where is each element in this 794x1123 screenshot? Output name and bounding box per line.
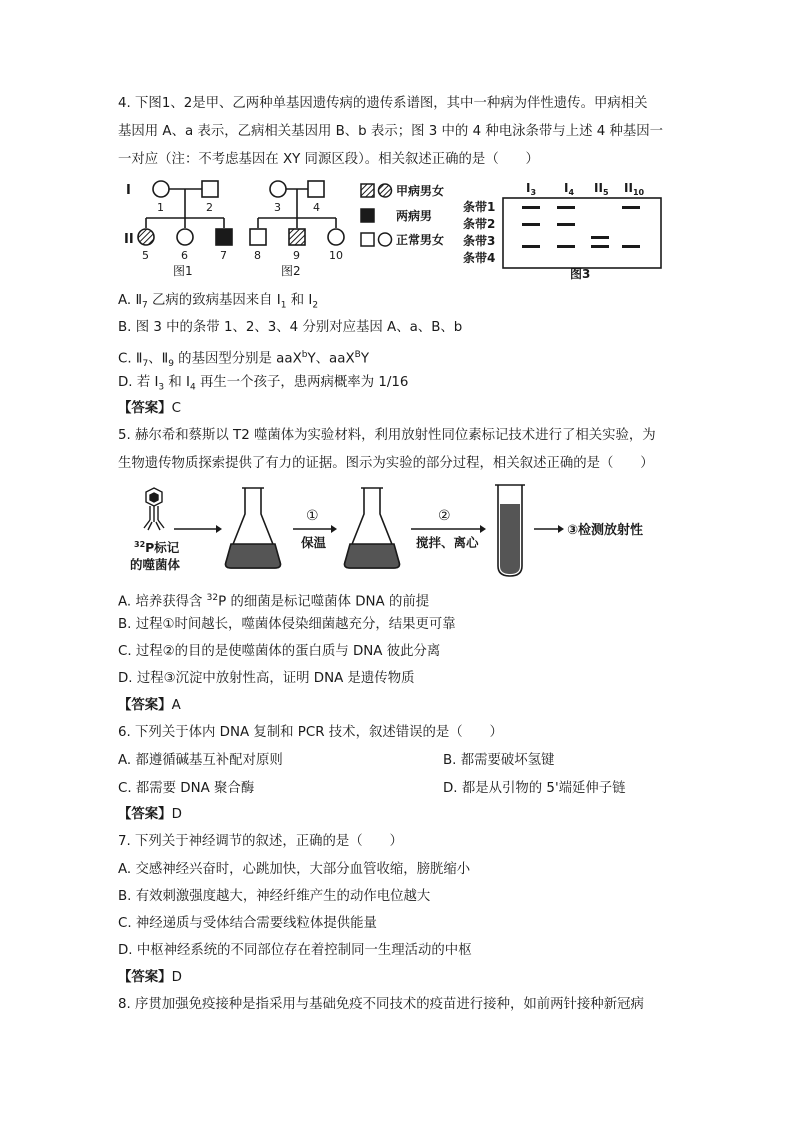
band-label-2: 条带2 xyxy=(463,217,496,231)
fig3-col-4: $II_{10}$ xyxy=(624,181,645,197)
fig2-caption: 图2 xyxy=(281,264,301,278)
band-I4-2 xyxy=(557,223,575,226)
num-6: 6 xyxy=(181,249,188,262)
q6-option-c: C. 都需要 DNA 聚合酶 xyxy=(118,781,255,796)
individual-I1 xyxy=(153,181,169,197)
band-I3-1 xyxy=(522,206,540,209)
num-5: 5 xyxy=(142,249,149,262)
band-label-1: 条带1 xyxy=(463,200,496,214)
q8-stem: 8. 序贯加强免疫接种是指采用与基础免疫不同技术的疫苗进行接种，如前两针接种新冠病 xyxy=(118,997,644,1012)
q6-option-d: D. 都是从引物的 5'端延伸子链 xyxy=(443,781,626,796)
q5-stem-line2: 生物遗传物质探索提供了有力的证据。图示为实验的部分过程，相关叙述正确的是（ ） xyxy=(118,456,654,471)
q4-stem-line3: 一对应（注：不考虑基因在 XY 同源区段）。相关叙述正确的是（ ） xyxy=(118,152,539,167)
q4-figure xyxy=(118,178,680,282)
q4-option-b: B. 图 3 中的条带 1、2、3、4 分别对应基因 A、a、B、b xyxy=(118,320,463,335)
individual-I3 xyxy=(270,181,286,197)
step1-number: ① xyxy=(306,508,319,524)
flask-1 xyxy=(226,488,281,568)
q5-stem-line1: 5. 赫尔希和蔡斯以 T2 噬菌体为实验材料，利用放射性同位素标记技术进行了相关实验，为 xyxy=(118,428,656,443)
q4-stem-line2: 基因用 A、a 表示，乙病相关基因用 B、b 表示；图 3 中的 4 种电泳条带与上述 4 种基因一 xyxy=(118,124,664,139)
gen2-label: II xyxy=(124,232,134,247)
q7-stem: 7. 下列关于神经调节的叙述，正确的是（ ） xyxy=(118,834,403,849)
q5-answer: 【答案】A xyxy=(118,698,181,713)
q7-option-a: A. 交感神经兴奋时，心跳加快，大部分血管收缩，膀胱缩小 xyxy=(118,862,471,877)
phage-label-1: $^{32}$P标记 xyxy=(134,540,180,555)
individual-I4 xyxy=(308,181,324,197)
q7-option-b: B. 有效刺激强度越大，神经纤维产生的动作电位越大 xyxy=(118,889,431,904)
band-II10-2 xyxy=(622,245,640,248)
legend-both-diseases: 两病男 xyxy=(396,209,433,223)
q5-option-b: B. 过程①时间越长，噬菌体侵染细菌越充分，结果更可靠 xyxy=(118,617,456,632)
q7-option-c: C. 神经递质与受体结合需要线粒体提供能量 xyxy=(118,916,377,931)
q5-option-a: A. 培养获得含 $^{32}$P 的细菌是标记噬菌体 DNA 的前提 xyxy=(118,593,430,610)
electrophoresis-fig3 xyxy=(463,181,661,281)
num-7: 7 xyxy=(220,249,227,262)
fig3-col-2: $I_4$ xyxy=(564,181,575,197)
q5-option-c: C. 过程②的目的是使噬菌体的蛋白质与 DNA 彼此分离 xyxy=(118,644,441,659)
step3-label: ③检测放射性 xyxy=(567,523,644,538)
q6-option-a: A. 都遵循碱基互补配对原则 xyxy=(118,753,283,768)
q6-option-b: B. 都需要破坏氢键 xyxy=(443,753,555,768)
q4-answer: 【答案】C xyxy=(118,401,181,416)
individual-II10 xyxy=(328,229,344,245)
individual-II6 xyxy=(177,229,193,245)
num-1: 1 xyxy=(157,201,164,214)
fig3-caption: 图3 xyxy=(570,267,591,281)
num-10: 10 xyxy=(329,249,343,262)
band-I3-2 xyxy=(522,223,540,226)
flask-2 xyxy=(345,488,400,568)
phage-label-2: 的噬菌体 xyxy=(130,557,181,572)
test-tube xyxy=(495,485,525,576)
individual-II8 xyxy=(250,229,266,245)
band-II5-2 xyxy=(591,245,609,248)
band-I3-3 xyxy=(522,245,540,248)
num-4: 4 xyxy=(313,201,320,214)
num-8: 8 xyxy=(254,249,261,262)
q7-option-d: D. 中枢神经系统的不同部位存在着控制同一生理活动的中枢 xyxy=(118,943,472,958)
q5-figure xyxy=(118,482,668,582)
step2-label: 搅拌、离心 xyxy=(416,535,479,550)
legend-normal: 正常男女 xyxy=(396,233,445,247)
phage-icon xyxy=(144,488,164,530)
num-9: 9 xyxy=(293,249,300,262)
q6-stem: 6. 下列关于体内 DNA 复制和 PCR 技术，叙述错误的是（ ） xyxy=(118,725,503,740)
q7-answer: 【答案】D xyxy=(118,970,182,985)
band-I4-1 xyxy=(557,206,575,209)
band-II10-1 xyxy=(622,206,640,209)
q6-answer: 【答案】D xyxy=(118,807,182,822)
q5-option-d: D. 过程③沉淀中放射性高，证明 DNA 是遗传物质 xyxy=(118,671,415,686)
band-label-4: 条带4 xyxy=(463,251,496,265)
individual-II9 xyxy=(289,229,305,245)
individual-I2 xyxy=(202,181,218,197)
legend-disease-a: 甲病男女 xyxy=(396,184,445,198)
pedigree-legend xyxy=(361,183,444,247)
step2-number: ② xyxy=(438,508,451,524)
num-3: 3 xyxy=(274,201,281,214)
q4-option-c: C. $Ⅱ_7$、$Ⅱ_9$ 的基因型分别是 aaX$^b$Y、aaX$^B$Y xyxy=(118,350,370,370)
fig3-col-3: $II_5$ xyxy=(594,181,609,197)
q4-option-a: A. $Ⅱ_7$ 乙病的致病基因来自 $I_1$ 和 $I_2$ xyxy=(118,293,319,311)
num-2: 2 xyxy=(206,201,213,214)
pedigree-fig2 xyxy=(250,181,344,278)
individual-II5 xyxy=(138,229,154,245)
band-II5-1 xyxy=(591,236,609,239)
fig1-caption: 图1 xyxy=(173,264,193,278)
band-I4-3 xyxy=(557,245,575,248)
band-label-3: 条带3 xyxy=(463,234,496,248)
q4-option-d: D. 若 $I_3$ 和 $I_4$ 再生一个孩子，患两病概率为 1/16 xyxy=(118,375,409,393)
fig3-col-1: $I_3$ xyxy=(526,181,537,197)
individual-II7 xyxy=(216,229,232,245)
pedigree-fig1 xyxy=(124,181,232,278)
step1-label: 保温 xyxy=(301,535,327,550)
gen1-label: I xyxy=(126,183,131,198)
q4-stem-line1: 4. 下图1、2是甲、乙两种单基因遗传病的遗传系谱图，其中一种病为伴性遗传。甲病相关 xyxy=(118,96,648,111)
